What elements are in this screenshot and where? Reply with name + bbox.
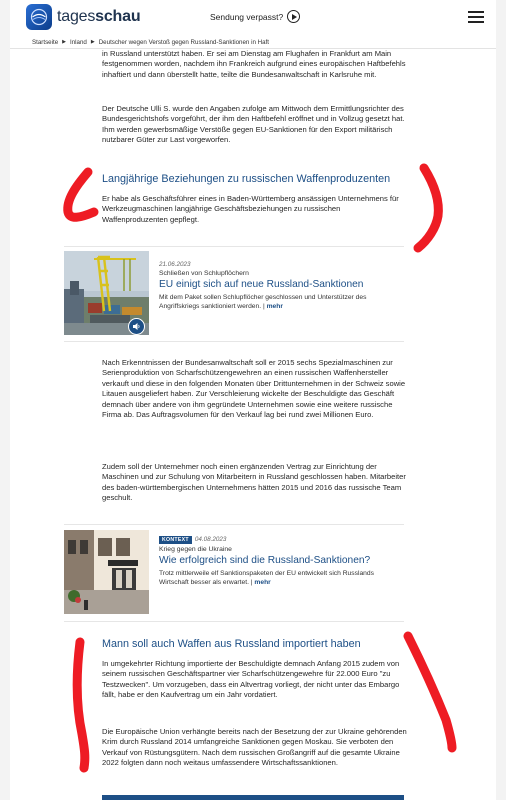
article-body — [102, 727, 407, 769]
speaker-icon[interactable] — [128, 318, 145, 335]
teaser-body — [159, 261, 404, 312]
teaser-date: KONTEXT 04.08.2023 — [159, 536, 404, 544]
article-body — [102, 173, 407, 185]
teaser-body — [159, 536, 404, 588]
logo-text: tagesschau — [57, 8, 141, 25]
article-paragraph: In umgekehrter Richtung importierte der Beschuldigte demnach Anfang 2015 zudem von seinem russischen Geschäftspartner vier Scharfschützengewehre für 22.000 Euro "zu Testzwecken". Um vorzugeben, dass ein Altvertrag vorliegt, der nicht unter das Embargo fällt, habe er den Kaufvertrag um ein Jahr vordatiert. — [102, 659, 400, 700]
play-circle-icon — [287, 10, 300, 23]
section-heading: Mann soll auch Waffen aus Russland importiert haben — [102, 638, 361, 650]
breadcrumb-item-current[interactable]: Deutscher wegen Verstoß gegen Russland-Sanktionen in Haft — [98, 38, 269, 46]
teaser-title[interactable]: EU einigt sich auf neue Russland-Sanktionen — [159, 279, 364, 290]
site-header — [10, 0, 496, 36]
sendung-verpasst-link[interactable] — [210, 10, 300, 23]
kontext-badge: KONTEXT — [159, 536, 192, 544]
breadcrumb — [10, 36, 496, 49]
sendung-verpasst-label: Sendung verpasst? — [210, 11, 284, 22]
teaser-image-shopping-street[interactable] — [64, 530, 149, 614]
article-body — [102, 49, 407, 80]
bottom-banner-edge — [102, 795, 404, 800]
article-body — [102, 462, 407, 504]
more-link[interactable]: mehr — [266, 303, 283, 311]
teaser-date: 21.06.2023 — [159, 261, 191, 268]
logo-mark-icon — [26, 4, 52, 30]
breadcrumb-item-startseite[interactable]: Startseite — [32, 38, 59, 46]
article-paragraph: Er habe als Geschäftsführer eines in Baden-Württemberg ansässigen Unternehmens für Werkzeugmaschinen langjährige Geschäftsbeziehungen zu russischen Waffenproduzenten gepflegt. — [102, 194, 399, 224]
page-margin-right — [496, 0, 506, 800]
teaser-text: Trotz mittlerweile elf Sanktionspaketen der EU entwickelt sich Russlands Wirtschaft besser als erwartet. | mehr — [159, 570, 374, 587]
article-body — [102, 194, 407, 225]
article-body — [102, 659, 407, 701]
teaser-card-sanktionen-erfolg[interactable] — [64, 524, 404, 622]
article-paragraph: in Russland unterstützt haben. Er sei am Dienstag am Flughafen in Frankfurt am Main festgenommen worden, nachdem ihn Frankreich aufgrund eines europäischen Haftbefehls inhaftiert und dann überstellt hatte, teilte die Bundesanwaltschaft in Karlsruhe mit. — [102, 49, 406, 79]
article-body — [102, 104, 407, 146]
chevron-right-icon: ▶ — [62, 39, 66, 45]
teaser-kicker: Schließen von Schlupflöchern — [159, 270, 249, 277]
teaser-kicker: Krieg gegen die Ukraine — [159, 546, 232, 553]
hamburger-menu-icon[interactable] — [468, 11, 484, 23]
article-paragraph: Nach Erkenntnissen der Bundesanwaltschaft soll er 2015 sechs Spezialmaschinen zur Serienproduktion von Scharfschützengewehren an einen russischen Waffenhersteller verkauft und diese in den folgenden Monaten über Drittunternehmen in der Schweiz sowie Litauen ausgeliefert haben. Zur Verschleierung wickelte der Beschuldigte das Geschäft demnach über andere von ihm gegründete Unternehmen sowie eine weitere russische Firma ab. Das Auftragsvolumen für den Verkauf lag bei rund zwei Millionen Euro. — [102, 358, 406, 420]
teaser-title[interactable]: Wie erfolgreich sind die Russland-Sanktionen? — [159, 555, 371, 566]
page-margin-left — [0, 0, 10, 800]
article-paragraph: Zudem soll der Unternehmer noch einen ergänzenden Vertrag zur Einrichtung der Maschinen und zur Schulung von Mitarbeitern in Russland geschlossen haben. Mitarbeiter des baden-württembergischen Unternehmens hätten 2015 und 2016 das russische Team geschult. — [102, 462, 406, 503]
more-link[interactable]: mehr — [254, 579, 271, 587]
article-body — [102, 638, 407, 650]
article-body — [102, 358, 407, 420]
breadcrumb-item-inland[interactable]: Inland — [70, 38, 87, 46]
tagesschau-logo[interactable] — [26, 4, 140, 30]
article-paragraph: Der Deutsche Ulli S. wurde den Angaben zufolge am Mittwoch dem Ermittlungsrichter des Bundesgerichtshofs vorgeführt, der ihm den Haftbefehl eröffnet und in Vollzug gesetzt hat. Ihm werden gewerbsmäßige Verstöße gegen EU-Sanktionen für den Export militärisch nutzbarer Güter zur Last vorgeworfen. — [102, 104, 405, 145]
section-heading: Langjährige Beziehungen zu russischen Waffenproduzenten — [102, 173, 391, 185]
teaser-card-eu-sanktionen[interactable] — [64, 246, 404, 342]
article-paragraph: Die Europäische Union verhängte bereits nach der Besetzung der zur Ukraine gehörenden Krim durch Russland 2014 umfangreiche Sanktionen gegen Moskau. Sie verboten den Verkauf von Rüstungsgütern. Nach dem russischen Großangriff auf die gesamte Ukraine 2022 folgten dann noch weitaus umfassendere Wirtschaftssanktionen. — [102, 727, 407, 768]
chevron-right-icon: ▶ — [90, 39, 95, 45]
teaser-text: Mit dem Paket sollen Schlupflöcher geschlossen und Unterstützer des Angriffskriegs sanktioniert werden. | mehr — [159, 294, 367, 311]
